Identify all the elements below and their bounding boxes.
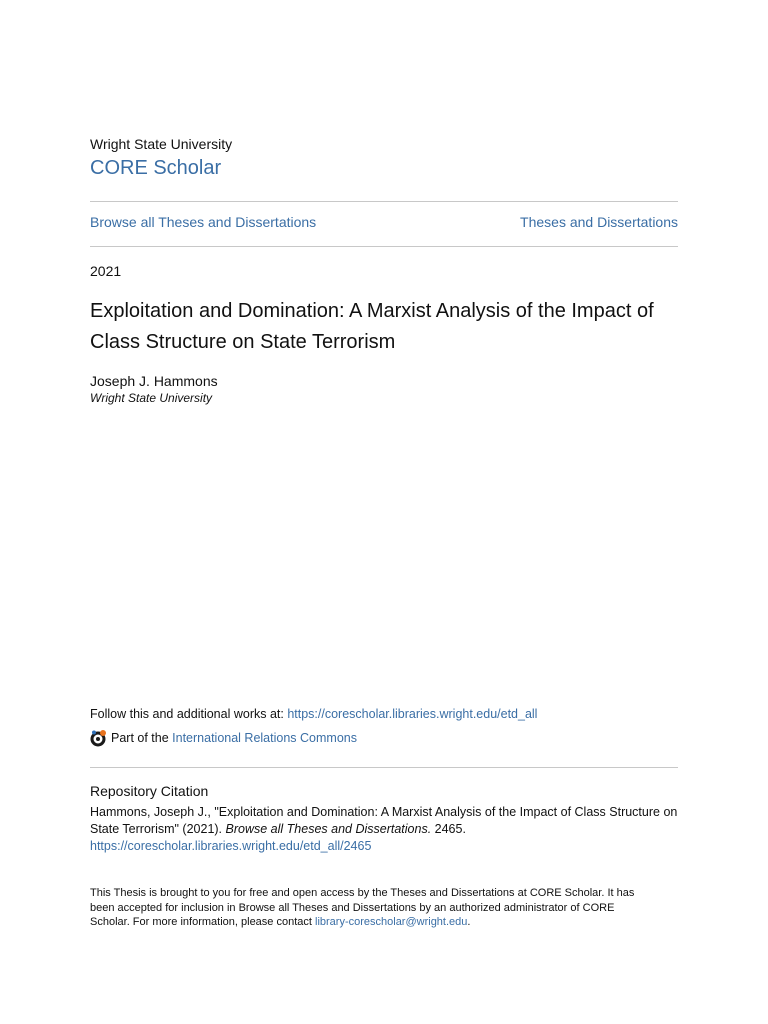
- international-relations-commons-link[interactable]: International Relations Commons: [172, 731, 357, 745]
- citation-url-link[interactable]: https://corescholar.libraries.wright.edu/etd_all/2465: [90, 839, 372, 853]
- collection-divider: [90, 246, 678, 247]
- repository-citation-heading: Repository Citation: [90, 783, 209, 799]
- network-icon: [90, 729, 108, 747]
- citation-number: 2465.: [431, 822, 466, 836]
- institution-name: Wright State University: [90, 136, 233, 152]
- top-divider: [90, 201, 678, 202]
- follow-line: [90, 707, 537, 721]
- citation-text: [90, 804, 680, 855]
- part-of-prefix: Part of the: [111, 731, 173, 745]
- notice-text: This Thesis is brought to you for free and open access by the Theses and Dissertations at CORE Scholar. It has been accepted for inclusion in Browse all Theses and Dissertations by an authorized administrator of CORE Scholar. For more information, please contact: [90, 887, 635, 928]
- part-of-line: [90, 729, 357, 747]
- theses-dissertations-link[interactable]: Theses and Dissertations: [520, 214, 678, 230]
- author-affiliation: Wright State University: [90, 391, 213, 405]
- author-name: Joseph J. Hammons: [90, 373, 218, 389]
- document-title: Exploitation and Domination: A Marxist Analysis of the Impact of Class Structure on State Terrorism: [90, 300, 654, 353]
- access-notice: [90, 886, 650, 930]
- citation-divider: [90, 767, 678, 768]
- collection-url-link[interactable]: https://corescholar.libraries.wright.edu/etd_all: [287, 707, 538, 721]
- browse-all-link[interactable]: Browse all Theses and Dissertations: [90, 214, 317, 230]
- contact-email-link[interactable]: library-corescholar@wright.edu: [315, 916, 468, 928]
- citation-series: Browse all Theses and Dissertations.: [225, 822, 432, 836]
- publication-year: 2021: [90, 263, 122, 279]
- repository-link[interactable]: CORE Scholar: [90, 157, 222, 179]
- citation-body: Hammons, Joseph J., "Exploitation and Domination: A Marxist Analysis of the Impact of Class Structure on State Terrorism" (2021).: [90, 805, 678, 836]
- follow-prefix: Follow this and additional works at:: [90, 707, 288, 721]
- notice-suffix: .: [467, 916, 471, 928]
